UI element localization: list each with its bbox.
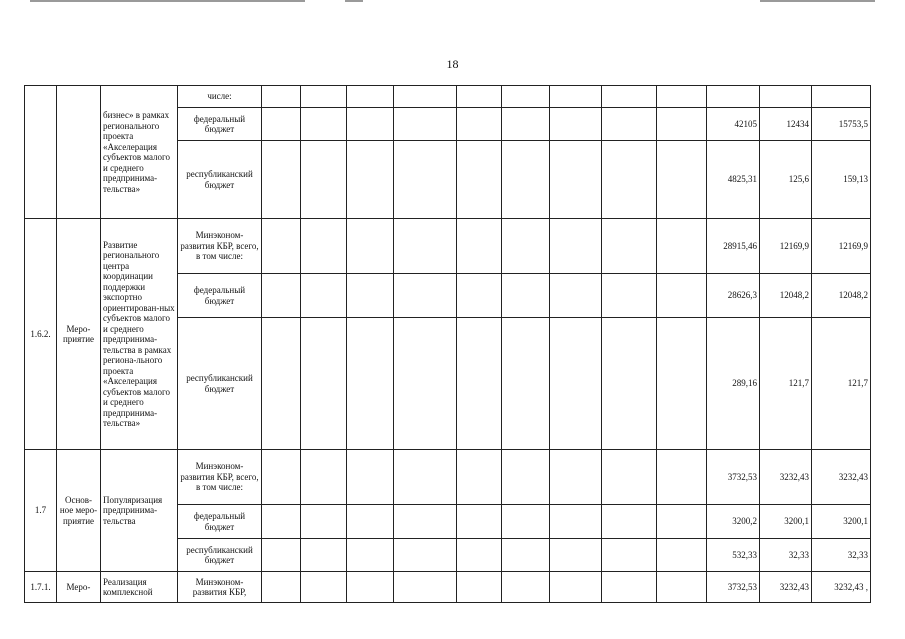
value-cell: 12048,2: [812, 274, 871, 318]
funding-source-cell: федеральный бюджет: [178, 274, 262, 318]
funding-source-cell: федеральный бюджет: [178, 108, 262, 141]
value-cell: 12169,9: [760, 219, 812, 274]
code-cell: 1.6.2.: [25, 219, 57, 450]
value-cell: 12169,9: [812, 219, 871, 274]
budget-table: [24, 85, 871, 603]
value-cell: 32,33: [812, 539, 871, 572]
funding-source-cell: Минэконом-развития КБР,: [178, 572, 262, 603]
scan-edge-mark: [345, 0, 363, 2]
value-cell: [812, 86, 871, 108]
value-cell: [707, 86, 760, 108]
type-cell: Меро-: [57, 572, 101, 603]
funding-source-cell: республиканский бюджет: [178, 318, 262, 450]
value-cell: [760, 86, 812, 108]
value-cell: 28915,46: [707, 219, 760, 274]
value-cell: 3200,1: [760, 505, 812, 539]
scan-edge-line: [30, 0, 305, 2]
code-cell: [25, 86, 57, 219]
table-row: [25, 219, 871, 274]
table-row: [25, 86, 871, 108]
description-cell: Реализация комплексной: [101, 572, 178, 603]
value-cell: 32,33: [760, 539, 812, 572]
description-cell: Популяризация предпринима-тельства: [101, 450, 178, 572]
funding-source-cell: республиканский бюджет: [178, 539, 262, 572]
value-cell: 12048,2: [760, 274, 812, 318]
code-cell: 1.7: [25, 450, 57, 572]
value-cell: 15753,5: [812, 108, 871, 141]
value-cell: 532,33: [707, 539, 760, 572]
value-cell: 3200,1: [812, 505, 871, 539]
funding-source-cell: республиканский бюджет: [178, 141, 262, 219]
funding-source-cell: Минэконом-развития КБР, всего, в том числе:: [178, 450, 262, 505]
scan-edge-line: [760, 0, 875, 2]
type-cell: Меро-приятие: [57, 219, 101, 450]
value-cell: 3732,53: [707, 450, 760, 505]
type-cell: [57, 86, 101, 219]
funding-source-cell: Минэконом-развития КБР, всего, в том числе:: [178, 219, 262, 274]
table-row: [25, 450, 871, 505]
value-cell: 121,7: [760, 318, 812, 450]
value-cell: 4825,31: [707, 141, 760, 219]
value-cell: 121,7: [812, 318, 871, 450]
value-cell: 3732,53: [707, 572, 760, 603]
value-cell: 3232,43: [812, 450, 871, 505]
value-cell: 42105: [707, 108, 760, 141]
value-cell: 28626,3: [707, 274, 760, 318]
value-cell: 125,6: [760, 141, 812, 219]
code-cell: 1.7.1.: [25, 572, 57, 603]
description-cell: Развитие регионального центра координации поддержки экспортно ориентирован-ных субъектов малого и среднего предпринима-тельства в рамках региона-льного проекта «Акселерация субъектов малого и среднего предпринима-тельства»: [101, 219, 178, 450]
value-cell: 3232,43 ,: [812, 572, 871, 603]
value-cell: 12434: [760, 108, 812, 141]
funding-source-cell: числе:: [178, 86, 262, 108]
page-number: 18: [446, 57, 459, 71]
value-cell: 289,16: [707, 318, 760, 450]
value-cell: 159,13: [812, 141, 871, 219]
funding-source-cell: федеральный бюджет: [178, 505, 262, 539]
value-cell: 3232,43: [760, 572, 812, 603]
description-cell: бизнес» в рамках регионального проекта «Акселерация субъектов малого и среднего предпринима-тельства»: [101, 86, 178, 219]
value-cell: 3232,43: [760, 450, 812, 505]
type-cell: Основ-ное меро-приятие: [57, 450, 101, 572]
table-row: [25, 572, 871, 603]
value-cell: 3200,2: [707, 505, 760, 539]
